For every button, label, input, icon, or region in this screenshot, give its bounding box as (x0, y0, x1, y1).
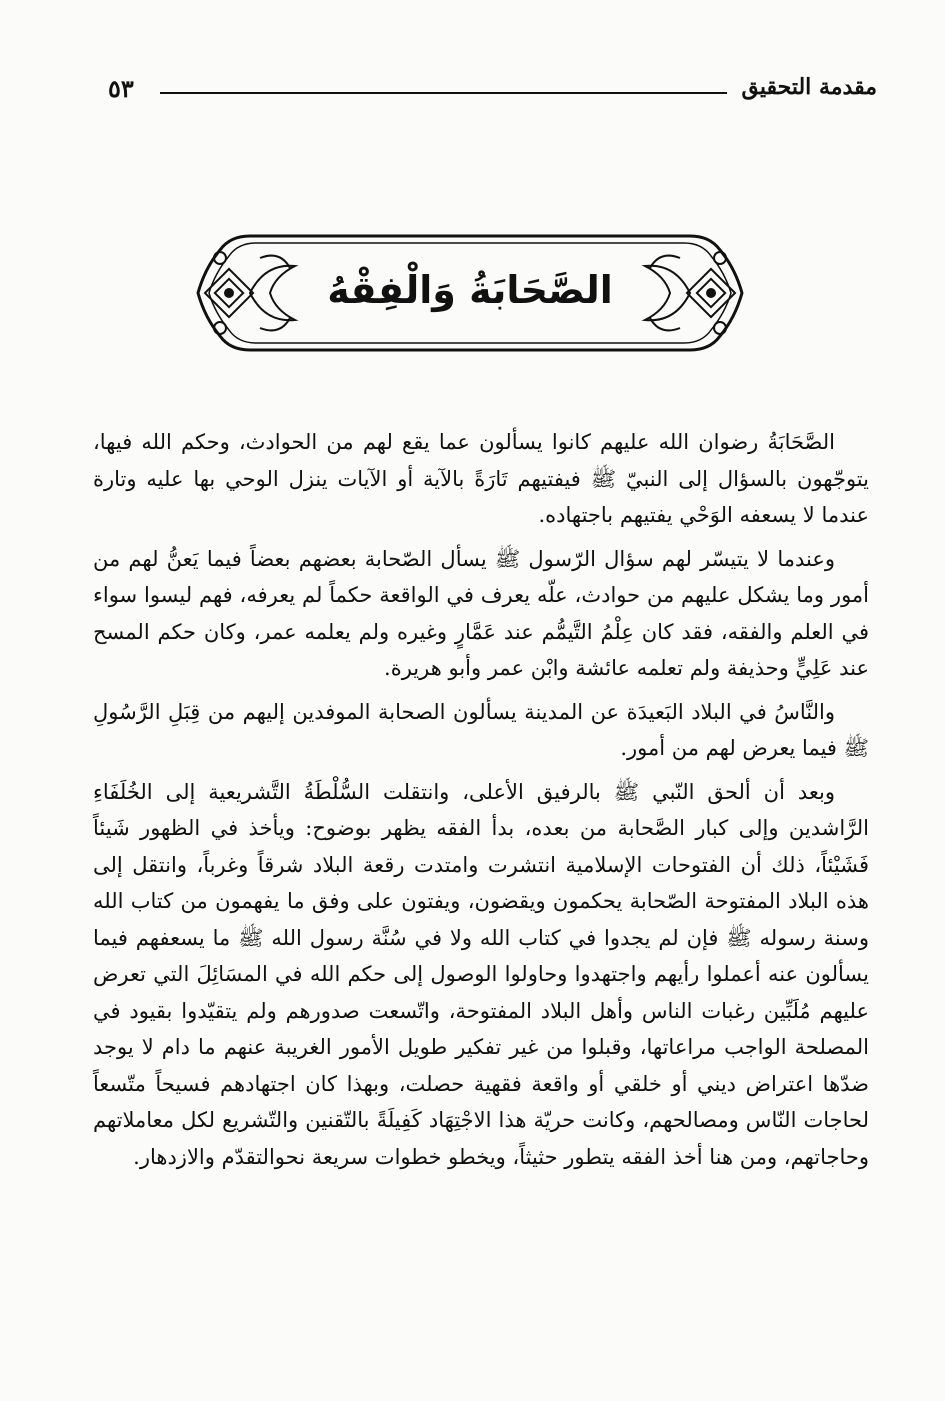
page-number: ٥٣ (108, 74, 134, 103)
running-title: مقدمة التحقيق (741, 74, 877, 100)
paragraph: والنَّاسُ في البلاد البَعيدَة عن المدينة يسألون الصحابة الموفدين إليهم من قِبَلِ الرَّسُولِ ﷺ فيما يعرض لهم من أمور. (93, 699, 869, 760)
paragraph: وبعد أن ألحق النّبي ﷺ بالرفيق الأعلى، وانتقلت السُّلْطَةُ التَّشريعية إلى الخُلَفَاءِ الرَّاشدين وإلى كبار الصَّحابة من بعده، بدأ الفقه يظهر بوضوح: ويأخذ في الظهور شَيئاً فَشَيْئاً، ذلك أن الفتوحات الإسلامية انتشرت وامتدت رقعة البلاد شرقاً وغرباً، وانتقل إلى هذه البلاد المفتوحة الصّحابة يحكمون ويقضون، ويفتون على وفق ما يفهمون من كتاب الله وسنة رسوله ﷺ فإن لم يجدوا في كتاب الله ولا في سُنَّة رسول الله ﷺ ما يسعفهم فيما يسألون عنه أعملوا رأيهم واجتهدوا وحاولوا الوصول إلى حكم الله في المسَائِلَ التي تعرض عليهم مُلَبِّين رغبات الناس وأهل البلاد المفتوحة، واتّسعت صدورهم ولم يتقيّدوا بقيود في المصلحة الواجب مراعاتها، وقبلوا من غير تفكير طويل الأمور الغريبة عنهم ما دام لا يوجد ضدّها اعتراض ديني أو خلقي أو واقعة فقهية حصلت، وبهذا كان اجتهادهم فسيحاً متّسعاً لحاجات النّاس ومصالحهم، وكانت حريّة هذا الاجْتِهَاد كَفِيلَةً بالتّقنين والتّشريع لكل معاملاتهم وحاجاتهم، ومن هنا أخذ الفقه يتطور حثيثاً، ويخطو خطوات سريعة نحوالتقدّم والازدهار. (93, 779, 870, 1169)
chapter-title: الصَّحَابَةُ وَالْفِقْهُ (327, 268, 613, 312)
paragraph: الصَّحَابَةُ رضوان الله عليهم كانوا يسألون عما يقع لهم من الحوادث، وحكم الله فيها، يتوجّهون بالسؤال إلى النبيّ ﷺ فيفتيهم تَارَةً بالآية أو الآيات ينزل الوحي بها عليه وتارة عندما لا يسعفه الوَحْي يفتيهم باجتهاده. (93, 430, 869, 527)
header-rule (160, 92, 727, 94)
chapter-title-frame (190, 228, 750, 358)
page-header (100, 72, 877, 112)
paragraph: وعندما لا يتيسّر لهم سؤال الرّسول ﷺ يسأل الصّحابة بعضهم بعضاً فيما يَعنُّ لهم من أمور وما يشكل عليهم من حوادث، علّه يعرف في الواقعة حكماً لم يعرفه، فهم ليسوا سواء في العلم والفقه، فقد كان عِلْمُ التَّيمُّم عند عَمَّارٍ وغيره ولم يعلمه عمر، وكان حكم المسح عند عَلِيٍّ وحذيفة ولم تعلمه عائشة وابْن عمر وأبو هريرة. (93, 546, 869, 680)
body-text (93, 424, 869, 1182)
